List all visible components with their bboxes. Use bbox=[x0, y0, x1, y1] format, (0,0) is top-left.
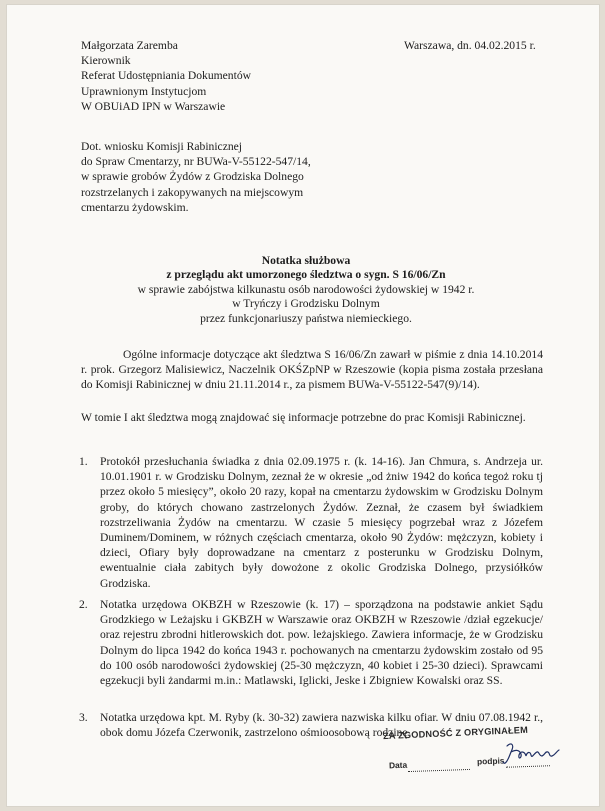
list-item bbox=[79, 454, 543, 591]
stamp-date-label: Data bbox=[388, 759, 408, 771]
volume-paragraph: W tomie I akt śledztwa mogą znajdować się informacje potrzebne do prac Komisji Rabinicznej. bbox=[81, 411, 526, 424]
list-item-number: 1. bbox=[79, 455, 88, 468]
sender-line: Referat Udostępniania Dokumentów bbox=[81, 69, 251, 83]
sender-line: Kierownik bbox=[81, 54, 131, 68]
stamp-signature-label: podpis bbox=[476, 755, 505, 767]
sender-line: Małgorzata Zaremba bbox=[81, 39, 178, 52]
list-item-number: 2. bbox=[79, 598, 88, 611]
certification-stamp: ZA ZGODNOŚĆ Z ORYGINAŁEM bbox=[382, 724, 529, 742]
list-item-text: Protokół przesłuchania świadka z dnia 02.09.1975 r. (k. 14-16). Jan Chmura, s. Andrzeja ur. 10.01.1901 r. w Grodzisku Dolnym, zeznał że w okresie „od żniw 1942 do końca tegoż roku tj przez około 5 miesięcy”, około 20 razy, kopał na cmentarzu żydowskim w Grodzisku Dolnym groby, do których chowano zastrzelonych Żydów. Zeznał, że czasem był świadkiem rozstrzeliwania Żydów na cmentarzu. W czasie 5 miesięcy pogrzebał wraz z Józefem Duminem/Dominem, w różnych częściach cmentarza, około 90 Żydów: mężczyzn, kobiety i dzieci, Ofiary były doprowadzane na cmentarz z posterunku w Grodzisku Dolnym, ewentualnie ciała zabitych były dowożone z okolic Grodziska Dolnego, przysiółków Grodziska. bbox=[100, 455, 543, 590]
subject-line: do Spraw Cmentarzy, nr BUWa-V-55122-547/14, bbox=[81, 155, 311, 169]
list-item bbox=[79, 597, 543, 688]
sender-line: Uprawnionym Instytucjom bbox=[81, 84, 207, 98]
subject-line: Dot. wniosku Komisji Rabinicznej bbox=[81, 140, 243, 153]
title-line: przez funkcjonariuszy państwa niemieckiego. bbox=[200, 311, 412, 325]
handwritten-signature bbox=[501, 740, 563, 770]
list-item-text: Notatka urzędowa OKBZH w Rzeszowie (k. 17) – sporządzona na podstawie ankiet Sądu Grodzkiego w Leżajsku i GKBZH w Warszawie oraz OKBZH w Rzeszowie /dział egzekucje/ oraz rejestru zbrodni hitlerowskich dot. pow. leżajskiego. Zawiera informacje, że w Grodzisku Dolnym do lipca 1942 do końca 1943 r. pochowanych na cmentarzu żydowskim zostało od 95 do 100 osób narodowości żydowskiej (25-30 mężczyzn, 40 kobiet i 25-30 dzieci). Sprawcami egzekucji byli żandarmi m.in.: Matlawski, Iglicki, Jeske i Zbigniew Kowalski oraz SS. bbox=[100, 598, 543, 688]
date-dotted-line bbox=[408, 769, 470, 772]
title-block bbox=[66, 254, 546, 326]
document-page bbox=[6, 4, 600, 807]
sender-block bbox=[81, 38, 251, 114]
title-line: w sprawie zabójstwa kilkunastu osób narodowości żydowskiej w 1942 r. bbox=[137, 282, 475, 296]
intro-paragraph: Ogólne informacje dotyczące akt śledztwa S 16/06/Zn zawarł w piśmie z dnia 14.10.2014 r. prok. Grzegorz Malisiewicz, Naczelnik OKŚZpNP w Rzeszowie (kopia pisma została przesłana do Komisji Rabinicznej w dniu 21.11.2014 r., za pismem BUWa-V-55122-547(9)/14). bbox=[81, 348, 543, 392]
subject-line: w sprawie grobów Żydów z Grodziska Dolnego bbox=[81, 170, 304, 184]
date-line: Warszawa, dn. 04.02.2015 r. bbox=[404, 39, 536, 52]
document-title: Notatka służbowa bbox=[261, 254, 351, 267]
title-line: w Tryńczy i Grodzisku Dolnym bbox=[232, 297, 380, 311]
document-subtitle: z przeglądu akt umorzonego śledztwa o sygn. S 16/06/Zn bbox=[166, 268, 446, 282]
sender-line: W OBUiAD IPN w Warszawie bbox=[81, 99, 226, 113]
subject-line: rozstrzelanych i zakopywanych na miejscowym bbox=[81, 185, 304, 199]
subject-block bbox=[81, 139, 311, 215]
list-item-number: 3. bbox=[79, 711, 88, 724]
subject-line: cmentarzu żydowskim. bbox=[81, 200, 189, 214]
list-item-text: Notatka urzędowa kpt. M. Ryby (k. 30-32) zawiera nazwiska kilku ofiar. W dniu 07.08.1942 r., obok domu Józefa Czerwonik, zastrzelono ośmioosobową rodzinę bbox=[100, 711, 543, 740]
